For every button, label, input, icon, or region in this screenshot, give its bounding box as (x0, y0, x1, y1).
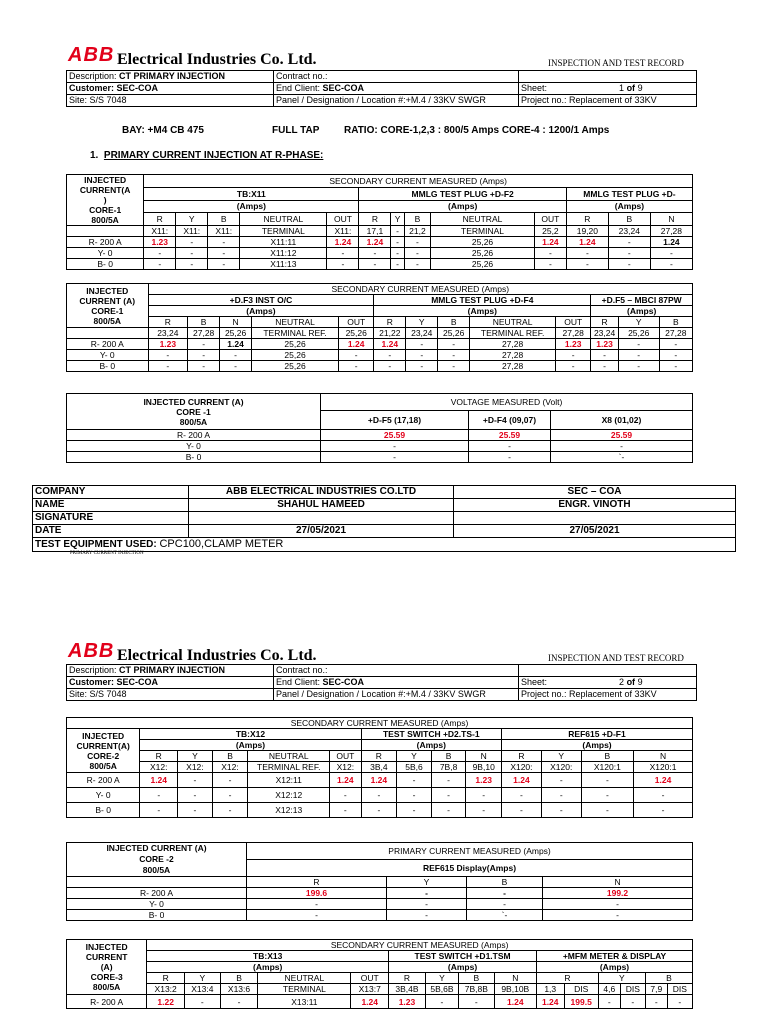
record-label: INSPECTION AND TEST RECORD (548, 653, 684, 663)
signature-table: COMPANY ABB ELECTRICAL INDUSTRIES CO.LTD SEC – COA NAME SHAHUL HAMEED ENGR. VINOTH SIGNATURE DATE 27/05/2021 27/05/2021 TEST EQUIPMENT USED: CPC100,CLAMP METER (32, 485, 736, 552)
table-row: Y- 0 - - - - (67, 899, 693, 910)
voltage-measured-table: INJECTED CURRENT (A) CORE -1 800/5A VOLTAGE MEASURED (Volt) +D-F5 (17,18) +D-F4 (09,07) X8 (01,02) R- 200 A 25.59 25.59 25.59 Y- 0 - - - B- 0 - - `- (66, 393, 693, 463)
panel-cell: Panel / Designation / Location #:+M.4 / 33KV SWGR (274, 95, 519, 107)
table-row: R- 200 A 1.23 - 1.24 25,26 1.24 1.24 - - 27,28 1.23 1.23 - - (67, 339, 693, 350)
test-equipment-cell: TEST EQUIPMENT USED: CPC100,CLAMP METER (33, 538, 736, 552)
table-row: B- 0 - - - X12:13 - - - - - - - - - (67, 803, 693, 818)
full-tap-label: FULL TAP (272, 125, 320, 136)
terminal-row: X11: X11: X11: TERMINAL X11: 17,1 - 21,2 TERMINAL 25,2 19,20 23,24 27,28 (67, 226, 693, 237)
injected-current-header: INJECTED CURRENT (A) CORE-3 800/5A (67, 940, 147, 995)
table-row: B- 0 - - `- (67, 452, 693, 463)
injected-current-header: INJECTED CURRENT (A) CORE -1 800/5A (67, 394, 321, 430)
secondary-current-table-core1-a: INJECTED CURRENT(A ) CORE-1 800/5A SECONDARY CURRENT MEASURED (Amps) TB:X11 MMLG TEST PLUG +D-F2 MMLG TEST PLUG +D- (Amps) (Amps) (Amps) R Y B NEUTRAL OUT R Y B NEUTRAL OUT R B N X11: X11: X11: TERMINAL X11: 17,1 - 21,2 TERMINAL 25,2 19,20 23,24 27,28 R- 200 A 1.23 - - X11:11 1.24 1.24 - - 25,26 1.24 1.24 - 1.24 Y- 0 - - - X11:12 - - - - 25,26 - - - - B- 0 - - - X11:13 - - - - 25,26 - - - - (66, 174, 693, 270)
secondary-current-header: SECONDARY CURRENT MEASURED (Amps) (148, 284, 692, 295)
primary-current-table-core2: INJECTED CURRENT (A) CORE -2 800/5A PRIMARY CURRENT MEASURED (Amps) REF615 Display(Amps) R Y B N R- 200 A 199.6 - - 199.2 Y- 0 - - - - B- 0 - - `- - (66, 842, 693, 921)
abb-logo: ABB (68, 44, 115, 66)
abb-logo: ABB (68, 640, 115, 662)
table-row: B- 0 - - - 25,26 - - - - 27,28 - - - - (67, 361, 693, 372)
injected-current-header: INJECTED CURRENT(A ) CORE-1 800/5A (67, 175, 144, 226)
project-cell: Project no.: Replacement of 33KV (519, 95, 697, 107)
secondary-current-table-core1-b: INJECTED CURRENT (A) CORE-1 800/5A SECONDARY CURRENT MEASURED (Amps) +D.F3 INST O/C MMLG TEST PLUG +D-F4 +D.F5 – MBCI 87PW (Amps) (Amps) (Amps) R B N NEUTRAL OUT R Y B NEUTRAL OUT R Y B 23,24 27,28 25,26 TERMINAL REF. 25,26 21,22 23,24 25,26 TERMINAL REF. 27,28 23,24 25,26 27,28 R- 200 A 1.23 - 1.24 25,26 1.24 1.24 - - 27,28 1.23 1.23 - - Y- 0 - - - 25,26 - - - - 27,28 - - - - B- 0 - - - 25,26 - - - - 27,28 - - - - (66, 283, 693, 372)
table-row: R- 200 A 1.24 - - X12:11 1.24 1.24 - - 1.23 1.24 - - 1.24 (67, 773, 693, 788)
site-cell: Site: S/S 7048 (67, 95, 274, 107)
injected-current-header: INJECTED CURRENT (A) CORE -2 800/5A (67, 843, 247, 877)
table-row: R- 200 A 199.6 - - 199.2 (67, 888, 693, 899)
page-footer: PRIMARY CURRENT INJECTION (70, 551, 144, 556)
group-header: MMLG TEST PLUG +D- (566, 187, 692, 200)
table-row: R- 200 A 1.22 - - X13:11 1.24 1.23 - - 1.24 1.24 199.5 - - - - (67, 995, 693, 1009)
terminal-row: X13:2 X13:4 X13:6 TERMINAL X13:7 3B,4B 5B,6B 7B,8B 9B,10B 1,3 DIS 4,6 DIS 7,9 DIS (67, 984, 693, 995)
section-title: 1. PRIMARY CURRENT INJECTION AT R-PHASE: (90, 150, 324, 161)
terminal-row: X12: X12: X12: TERMINAL REF. X12: 3B,4 5B,6 7B,8 9B,10 X120: X120: X120:1 X120:1 (67, 762, 693, 773)
ratio-label: RATIO: CORE-1,2,3 : 800/5 Amps CORE-4 : 1200/1 Amps (344, 125, 610, 136)
contract-cell: Contract no.: (274, 71, 519, 83)
table-row: Y- 0 - - - 25,26 - - - - 27,28 - - - - (67, 350, 693, 361)
injected-current-header: INJECTED CURRENT (A) CORE-1 800/5A (67, 284, 149, 328)
header-table: Description: CT PRIMARY INJECTION Contract no.: Customer: SEC-COA End Client: SEC-COA Sheet: 2 of 9 Site: S/S 7048 Panel / Designation / Location #:+M.4 / 33KV SWGR Project no.: Replacement of 33KV (66, 664, 697, 701)
sheet-cell: Sheet: 1 of 9 (519, 83, 697, 95)
secondary-current-table-core3: INJECTED CURRENT (A) CORE-3 800/5A SECONDARY CURRENT MEASURED (Amps) TB:X13 TEST SWITCH +D1.TSM +MFM METER & DISPLAY (Amps) (Amps) (Amps) R Y B NEUTRAL OUT R Y B N R Y B X13:2 X13:4 X13:6 TERMINAL X13:7 3B,4B 5B,6B 7B,8B 9B,10B 1,3 DIS 4,6 DIS 7,9 DIS R- 200 A 1.22 - - X13:11 1.24 1.23 - - 1.24 1.24 199.5 - - - - (66, 939, 693, 1009)
secondary-current-table-core2: SECONDARY CURRENT MEASURED (Amps) INJECTED CURRENT(A) CORE-2 800/5A TB:X12 TEST SWITCH +D2.TS-1 REF615 +D-F1 (Amps) (Amps) (Amps) R Y B NEUTRAL OUT R Y B N R Y B N X12: X12: X12: TERMINAL REF. X12: 3B,4 5B,6 7B,8 9B,10 X120: X120: X120:1 X120:1 R- 200 A 1.24 - - X12:11 1.24 1.24 - - 1.23 1.24 - - 1.24 Y- 0 - - - X12:12 - - - - - - - - - B- 0 - - - X12:13 - - - - - - - - - (66, 717, 693, 818)
company-title: Electrical Industries Co. Ltd. (117, 647, 317, 664)
company-title: Electrical Industries Co. Ltd. (117, 51, 317, 68)
end-client-cell: End Client: SEC-COA (274, 83, 519, 95)
table-row: Y- 0 - - - (67, 441, 693, 452)
bay-label: BAY: +M4 CB 475 (122, 125, 204, 136)
group-header: TB:X11 (144, 187, 359, 200)
terminal-row: 23,24 27,28 25,26 TERMINAL REF. 25,26 21,22 23,24 25,26 TERMINAL REF. 27,28 23,24 25,26 27,28 (67, 328, 693, 339)
voltage-header: VOLTAGE MEASURED (Volt) (321, 394, 693, 411)
group-header: MMLG TEST PLUG +D-F2 (359, 187, 566, 200)
secondary-current-header: SECONDARY CURRENT MEASURED (Amps) (144, 175, 693, 188)
table-row: B- 0 - - - X11:13 - - - - 25,26 - - - - (67, 259, 693, 270)
description-cell: Description: CT PRIMARY INJECTION (67, 71, 274, 83)
table-row: R- 200 A 1.23 - - X11:11 1.24 1.24 - - 25,26 1.24 1.24 - 1.24 (67, 237, 693, 248)
table-row: R- 200 A 25.59 25.59 25.59 (67, 430, 693, 441)
record-label: INSPECTION AND TEST RECORD (548, 58, 684, 68)
table-row: B- 0 - - `- - (67, 910, 693, 921)
header-table (66, 70, 697, 107)
table-row: Y- 0 - - - X12:12 - - - - - - - - - (67, 788, 693, 803)
injected-current-header: INJECTED CURRENT(A) CORE-2 800/5A (67, 729, 140, 773)
table-row: Y- 0 - - - X11:12 - - - - 25,26 - - - - (67, 248, 693, 259)
customer-cell: Customer: SEC-COA (67, 83, 274, 95)
